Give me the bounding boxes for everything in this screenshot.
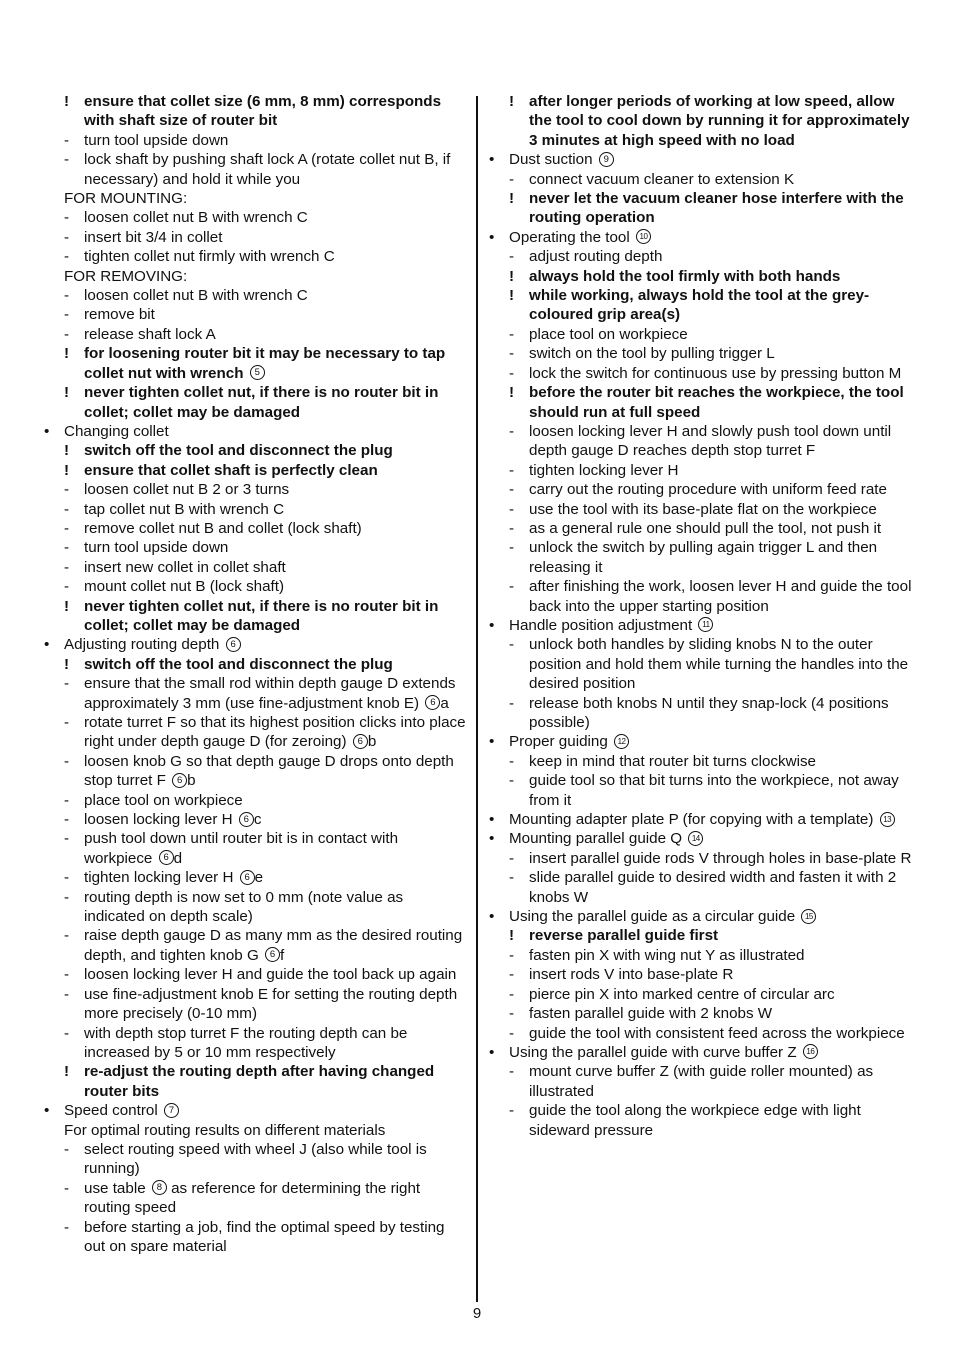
warning-item — [44, 597, 466, 636]
item-text: release shaft lock A — [84, 325, 216, 343]
item-text: Using the parallel guide with curve buffer Z — [509, 1043, 797, 1061]
step-item — [44, 480, 466, 499]
item-text: for loosening router bit it may be necessary to tap collet nut with wrench — [84, 345, 446, 382]
dash-icon: - — [64, 151, 70, 169]
step-item — [489, 752, 913, 771]
item-text: switch on the tool by pulling trigger L — [529, 345, 775, 363]
figure-ref-number: 6 — [240, 870, 255, 885]
dash-icon: - — [64, 985, 70, 1003]
page-number: 9 — [472, 1305, 482, 1322]
step-item — [44, 1179, 466, 1218]
item-text: Mounting adapter plate P (for copying with a template) — [509, 811, 874, 829]
figure-ref-suffix: d — [173, 849, 183, 867]
item-text: carry out the routing procedure with uniform feed rate — [529, 481, 887, 499]
item-text: loosen knob G so that depth gauge D drops onto depth stop turret F — [84, 752, 454, 790]
bullet-icon: • — [489, 830, 495, 848]
step-item — [44, 247, 466, 266]
figure-ref-number: 10 — [636, 229, 651, 244]
item-text: after finishing the work, loosen lever H and guide the tool back into the upper starting position — [529, 578, 912, 615]
item-text: Mounting parallel guide Q — [509, 830, 683, 848]
step-item — [44, 286, 466, 305]
item-text: insert parallel guide rods V through holes in base-plate R — [529, 849, 912, 867]
dash-icon: - — [64, 558, 70, 576]
item-text: pierce pin X into marked centre of circular arc — [529, 985, 835, 1003]
step-item — [489, 1024, 913, 1043]
step-item — [44, 713, 466, 752]
warning-item — [44, 441, 466, 460]
step-item — [489, 694, 913, 733]
item-text: insert rods V into base-plate R — [529, 966, 734, 984]
dash-icon: - — [509, 248, 515, 266]
warning-mark-icon: ! — [509, 190, 515, 208]
item-text: switch off the tool and disconnect the plug — [84, 655, 393, 673]
item-text: while working, always hold the tool at the grey-coloured grip area(s) — [529, 287, 870, 324]
warning-mark-icon: ! — [64, 93, 70, 110]
right-column — [489, 92, 913, 1140]
item-text: after longer periods of working at low speed, allow the tool to cool down by running it for approximately 3 minutes at high speed with no load — [529, 93, 910, 149]
item-text: unlock the switch by pulling again trigger L and then releasing it — [529, 539, 878, 576]
step-item — [489, 480, 913, 499]
warning-mark-icon: ! — [64, 442, 70, 460]
figure-ref-suffix: f — [280, 946, 285, 964]
item-text: loosen collet nut B with wrench C — [84, 287, 308, 305]
item-text: mount collet nut B (lock shaft) — [84, 578, 285, 596]
dash-icon: - — [509, 1102, 515, 1120]
step-item — [489, 1101, 913, 1140]
warning-mark-icon: ! — [509, 287, 515, 305]
warning-mark-icon: ! — [509, 927, 515, 945]
item-text: Proper guiding — [509, 733, 608, 751]
warning-mark-icon: ! — [64, 345, 70, 363]
figure-ref-suffix: e — [254, 869, 264, 887]
step-item — [44, 131, 466, 150]
step-item — [489, 1004, 913, 1023]
item-text: re-adjust the routing depth after having changed router bits — [84, 1063, 435, 1100]
dash-icon: - — [64, 675, 70, 693]
step-item — [44, 500, 466, 519]
figure-ref-suffix: b — [367, 733, 377, 751]
warning-item — [489, 92, 913, 150]
item-text: guide the tool along the workpiece edge with light sideward pressure — [529, 1102, 861, 1139]
dash-icon: - — [509, 985, 515, 1003]
bullet-icon: • — [489, 616, 495, 634]
warning-item — [489, 926, 913, 945]
item-text: FOR MOUNTING: — [64, 190, 188, 208]
step-item — [44, 810, 466, 829]
dash-icon: - — [64, 287, 70, 305]
bullet-heading — [489, 810, 913, 829]
dash-icon: - — [509, 519, 515, 537]
step-item — [489, 170, 913, 189]
item-text: tap collet nut B with wrench C — [84, 500, 285, 518]
item-text: insert new collet in collet shaft — [84, 558, 286, 576]
item-text: use table — [84, 1179, 146, 1197]
figure-ref-suffix: b — [187, 772, 196, 790]
step-item — [44, 674, 466, 713]
left-column — [44, 92, 466, 1256]
warning-mark-icon: ! — [64, 655, 70, 673]
step-item — [489, 849, 913, 868]
item-text: guide tool so that bit turns into the workpiece, not away from it — [529, 772, 899, 809]
warning-item — [489, 286, 913, 325]
warning-item — [44, 344, 466, 383]
figure-ref-suffix: c — [253, 811, 262, 829]
warning-mark-icon: ! — [64, 461, 70, 479]
item-text: loosen collet nut B with wrench C — [84, 209, 308, 227]
dash-icon: - — [509, 966, 515, 984]
item-text: Changing collet — [64, 422, 169, 440]
item-text: use fine-adjustment knob E for setting the routing depth more precisely (0-10 mm) — [84, 985, 458, 1023]
item-text: lock the switch for continuous use by pressing button M — [529, 364, 902, 382]
dash-icon: - — [509, 422, 515, 440]
step-item — [44, 558, 466, 577]
item-text: use the tool with its base-plate flat on the workpiece — [529, 500, 877, 518]
warning-item — [489, 267, 913, 286]
item-text: place tool on workpiece — [529, 325, 688, 343]
item-text: tighten locking lever H — [529, 461, 679, 479]
item-text: never tighten collet nut, if there is no router bit in collet; collet may be damaged — [84, 384, 439, 421]
item-text: before the router bit reaches the workpiece, the tool should run at full speed — [529, 384, 904, 421]
item-text: FOR REMOVING: — [64, 267, 188, 285]
step-item — [489, 771, 913, 810]
dash-icon: - — [64, 539, 70, 557]
bullet-icon: • — [489, 908, 495, 926]
figure-ref-number: 8 — [152, 1180, 167, 1195]
step-item — [44, 208, 466, 227]
step-item — [44, 538, 466, 557]
bullet-icon: • — [489, 151, 495, 169]
item-text: place tool on workpiece — [84, 791, 243, 809]
dash-icon: - — [64, 888, 70, 906]
figure-ref-number: 16 — [803, 1044, 818, 1059]
step-item — [44, 577, 466, 596]
item-text: tighten collet nut firmly with wrench C — [84, 248, 335, 266]
dash-icon: - — [64, 325, 70, 343]
figure-ref-number: 14 — [688, 831, 703, 846]
dash-icon: - — [509, 694, 515, 712]
figure-ref-number: 15 — [801, 909, 816, 924]
figure-ref-number: 6 — [425, 695, 440, 710]
step-item — [489, 344, 913, 363]
step-item — [44, 519, 466, 538]
warning-item — [44, 383, 466, 422]
step-item — [44, 1140, 466, 1179]
step-item — [44, 1024, 466, 1063]
step-item — [489, 1062, 913, 1101]
bullet-icon: • — [489, 1043, 495, 1061]
bullet-icon: • — [489, 733, 495, 751]
warning-mark-icon: ! — [64, 1063, 70, 1081]
bullet-heading — [489, 228, 913, 247]
step-item — [44, 926, 466, 965]
dash-icon: - — [509, 1024, 515, 1042]
dash-icon: - — [509, 1005, 515, 1023]
step-item — [44, 791, 466, 810]
dash-icon: - — [64, 869, 70, 887]
item-text: keep in mind that router bit turns clockwise — [529, 752, 817, 770]
step-item — [489, 461, 913, 480]
dash-icon: - — [509, 481, 515, 499]
dash-icon: - — [64, 228, 70, 246]
dash-icon: - — [509, 461, 515, 479]
item-text: connect vacuum cleaner to extension K — [529, 170, 795, 188]
item-text: loosen locking lever H — [84, 811, 233, 829]
warning-mark-icon: ! — [509, 267, 515, 285]
dash-icon: - — [64, 1140, 70, 1158]
warning-mark-icon: ! — [64, 384, 70, 402]
dash-icon: - — [509, 345, 515, 363]
bullet-heading — [489, 907, 913, 926]
dash-icon: - — [64, 830, 70, 848]
step-item — [489, 422, 913, 461]
figure-ref-number: 6 — [159, 850, 174, 865]
item-text: mount curve buffer Z (with guide roller mounted) as illustrated — [529, 1063, 874, 1100]
dash-icon: - — [64, 1024, 70, 1042]
item-text: push tool down until router bit is in contact with workpiece — [84, 830, 399, 867]
dash-icon: - — [509, 636, 515, 654]
step-item — [489, 965, 913, 984]
warning-item — [44, 461, 466, 480]
item-text: switch off the tool and disconnect the plug — [84, 442, 393, 460]
figure-ref-number: 6 — [172, 773, 187, 788]
dash-icon: - — [64, 306, 70, 324]
figure-ref-number: 6 — [353, 734, 368, 749]
dash-icon: - — [64, 481, 70, 499]
step-item — [489, 635, 913, 693]
figure-ref-number: 5 — [250, 365, 265, 380]
bullet-icon: • — [489, 811, 495, 829]
bullet-heading — [489, 150, 913, 169]
dash-icon: - — [509, 1063, 515, 1081]
step-item — [489, 519, 913, 538]
item-text: never tighten collet nut, if there is no router bit in collet; collet may be damaged — [84, 597, 439, 634]
step-item — [489, 247, 913, 266]
item-text: before starting a job, find the optimal speed by testing out on spare material — [84, 1218, 445, 1255]
step-item — [489, 538, 913, 577]
dash-icon: - — [64, 714, 70, 731]
dash-icon: - — [509, 170, 515, 188]
column-divider — [476, 96, 478, 1302]
step-item — [44, 985, 466, 1024]
figure-ref-suffix: a — [440, 694, 449, 712]
item-text-continued: as reference for determining the right routing speed — [84, 1179, 421, 1217]
step-item — [44, 868, 466, 887]
item-text: reverse parallel guide first — [529, 927, 719, 945]
item-text: lock shaft by pushing shaft lock A (rotate collet nut B, if necessary) and hold it while you — [84, 151, 451, 188]
warning-item — [489, 189, 913, 228]
warning-item — [44, 655, 466, 674]
figure-ref-number: 9 — [599, 152, 614, 167]
item-text: turn tool upside down — [84, 539, 229, 557]
step-item — [44, 888, 466, 927]
item-text: guide the tool with consistent feed across the workpiece — [529, 1024, 905, 1042]
item-text: with depth stop turret F the routing depth can be increased by 5 or 10 mm respectively — [84, 1024, 408, 1061]
dash-icon: - — [509, 772, 515, 790]
dash-icon: - — [509, 946, 515, 964]
item-text: slide parallel guide to desired width and fasten it with 2 knobs W — [529, 869, 897, 906]
item-text: adjust routing depth — [529, 248, 663, 266]
item-text: rotate turret F so that its highest position clicks into place right under depth gauge D (for zeroing) — [84, 714, 466, 751]
step-item — [44, 325, 466, 344]
step-item — [44, 965, 466, 984]
item-text: remove bit — [84, 306, 155, 324]
figure-ref-number: 6 — [239, 812, 254, 827]
dash-icon: - — [64, 811, 70, 829]
dash-icon: - — [64, 791, 70, 809]
dash-icon: - — [64, 131, 70, 149]
item-text: release both knobs N until they snap-lock (4 positions possible) — [529, 694, 889, 731]
dash-icon: - — [509, 578, 515, 596]
dash-icon: - — [509, 539, 515, 557]
figure-ref-number: 7 — [164, 1103, 179, 1118]
bullet-heading — [44, 422, 466, 441]
figure-ref-number: 6 — [265, 947, 280, 962]
item-text: ensure that collet size (6 mm, 8 mm) corresponds with shaft size of router bit — [84, 93, 442, 130]
step-item — [44, 305, 466, 324]
dash-icon: - — [64, 209, 70, 227]
figure-ref-number: 13 — [880, 812, 895, 827]
item-text: Using the parallel guide as a circular guide — [509, 908, 796, 926]
step-item — [489, 577, 913, 616]
item-text: fasten pin X with wing nut Y as illustrated — [529, 946, 805, 964]
dash-icon: - — [64, 248, 70, 266]
item-text: always hold the tool firmly with both hands — [529, 267, 841, 285]
dash-icon: - — [64, 519, 70, 537]
step-item — [44, 752, 466, 791]
item-text: turn tool upside down — [84, 131, 229, 149]
bullet-heading — [44, 1101, 466, 1120]
item-text: remove collet nut B and collet (lock shaft) — [84, 519, 362, 537]
bullet-icon: • — [489, 228, 495, 246]
warning-mark-icon: ! — [509, 93, 515, 110]
dash-icon: - — [64, 927, 70, 945]
section-label — [44, 1121, 466, 1140]
item-text: Dust suction — [509, 151, 593, 169]
item-text: never let the vacuum cleaner hose interfere with the routing operation — [529, 190, 904, 227]
step-item — [44, 829, 466, 868]
warning-item — [489, 383, 913, 422]
dash-icon: - — [509, 849, 515, 867]
item-text: raise depth gauge D as many mm as the desired routing depth, and tighten knob G — [84, 927, 463, 964]
bullet-icon: • — [44, 1102, 50, 1120]
item-text: loosen locking lever H and guide the tool back up again — [84, 966, 457, 984]
warning-mark-icon: ! — [64, 597, 70, 615]
step-item — [44, 228, 466, 247]
bullet-icon: • — [44, 636, 50, 654]
figure-ref-number: 12 — [614, 734, 629, 749]
dash-icon: - — [509, 325, 515, 343]
item-text: ensure that the small rod within depth gauge D extends approximately 3 mm (use fine-adjustment knob E) — [84, 675, 456, 712]
bullet-heading — [489, 732, 913, 751]
bullet-heading — [489, 616, 913, 635]
dash-icon: - — [64, 578, 70, 596]
item-text: ensure that collet shaft is perfectly clean — [84, 461, 378, 479]
bullet-heading — [489, 829, 913, 848]
item-text: loosen collet nut B 2 or 3 turns — [84, 481, 290, 499]
item-text: insert bit 3/4 in collet — [84, 228, 223, 246]
dash-icon: - — [64, 500, 70, 518]
step-item — [489, 868, 913, 907]
item-text: as a general rule one should pull the tool, not push it — [529, 519, 882, 537]
step-item — [44, 1218, 466, 1257]
step-item — [489, 500, 913, 519]
item-text: Adjusting routing depth — [64, 636, 220, 654]
item-text: Handle position adjustment — [509, 616, 693, 634]
warning-item — [44, 92, 466, 131]
dash-icon: - — [64, 752, 70, 770]
dash-icon: - — [64, 1218, 70, 1236]
step-item — [489, 985, 913, 1004]
step-item — [44, 150, 466, 189]
figure-ref-number: 11 — [698, 617, 713, 632]
dash-icon: - — [509, 500, 515, 518]
step-item — [489, 325, 913, 344]
item-text: tighten locking lever H — [84, 869, 234, 887]
section-label — [44, 189, 466, 208]
bullet-heading — [44, 635, 466, 654]
dash-icon: - — [509, 869, 515, 887]
item-text: routing depth is now set to 0 mm (note value as indicated on depth scale) — [84, 888, 404, 926]
dash-icon: - — [64, 966, 70, 984]
bullet-icon: • — [44, 422, 50, 440]
dash-icon: - — [509, 364, 515, 382]
item-text: Operating the tool — [509, 228, 630, 246]
item-text: select routing speed with wheel J (also while tool is running) — [84, 1140, 427, 1178]
warning-mark-icon: ! — [509, 384, 515, 402]
item-text: Speed control — [64, 1102, 158, 1120]
dash-icon: - — [509, 752, 515, 770]
step-item — [489, 364, 913, 383]
warning-item — [44, 1062, 466, 1101]
item-text: fasten parallel guide with 2 knobs W — [529, 1005, 773, 1023]
figure-ref-number: 6 — [226, 637, 241, 652]
item-text: unlock both handles by sliding knobs N to the outer position and hold them while turning the handles into the desired position — [529, 636, 909, 693]
dash-icon: - — [64, 1179, 70, 1197]
section-label — [44, 267, 466, 286]
item-text: For optimal routing results on different materials — [64, 1121, 386, 1139]
item-text: loosen locking lever H and slowly push tool down until depth gauge D reaches depth stop turret F — [529, 422, 892, 460]
step-item — [489, 946, 913, 965]
bullet-heading — [489, 1043, 913, 1062]
